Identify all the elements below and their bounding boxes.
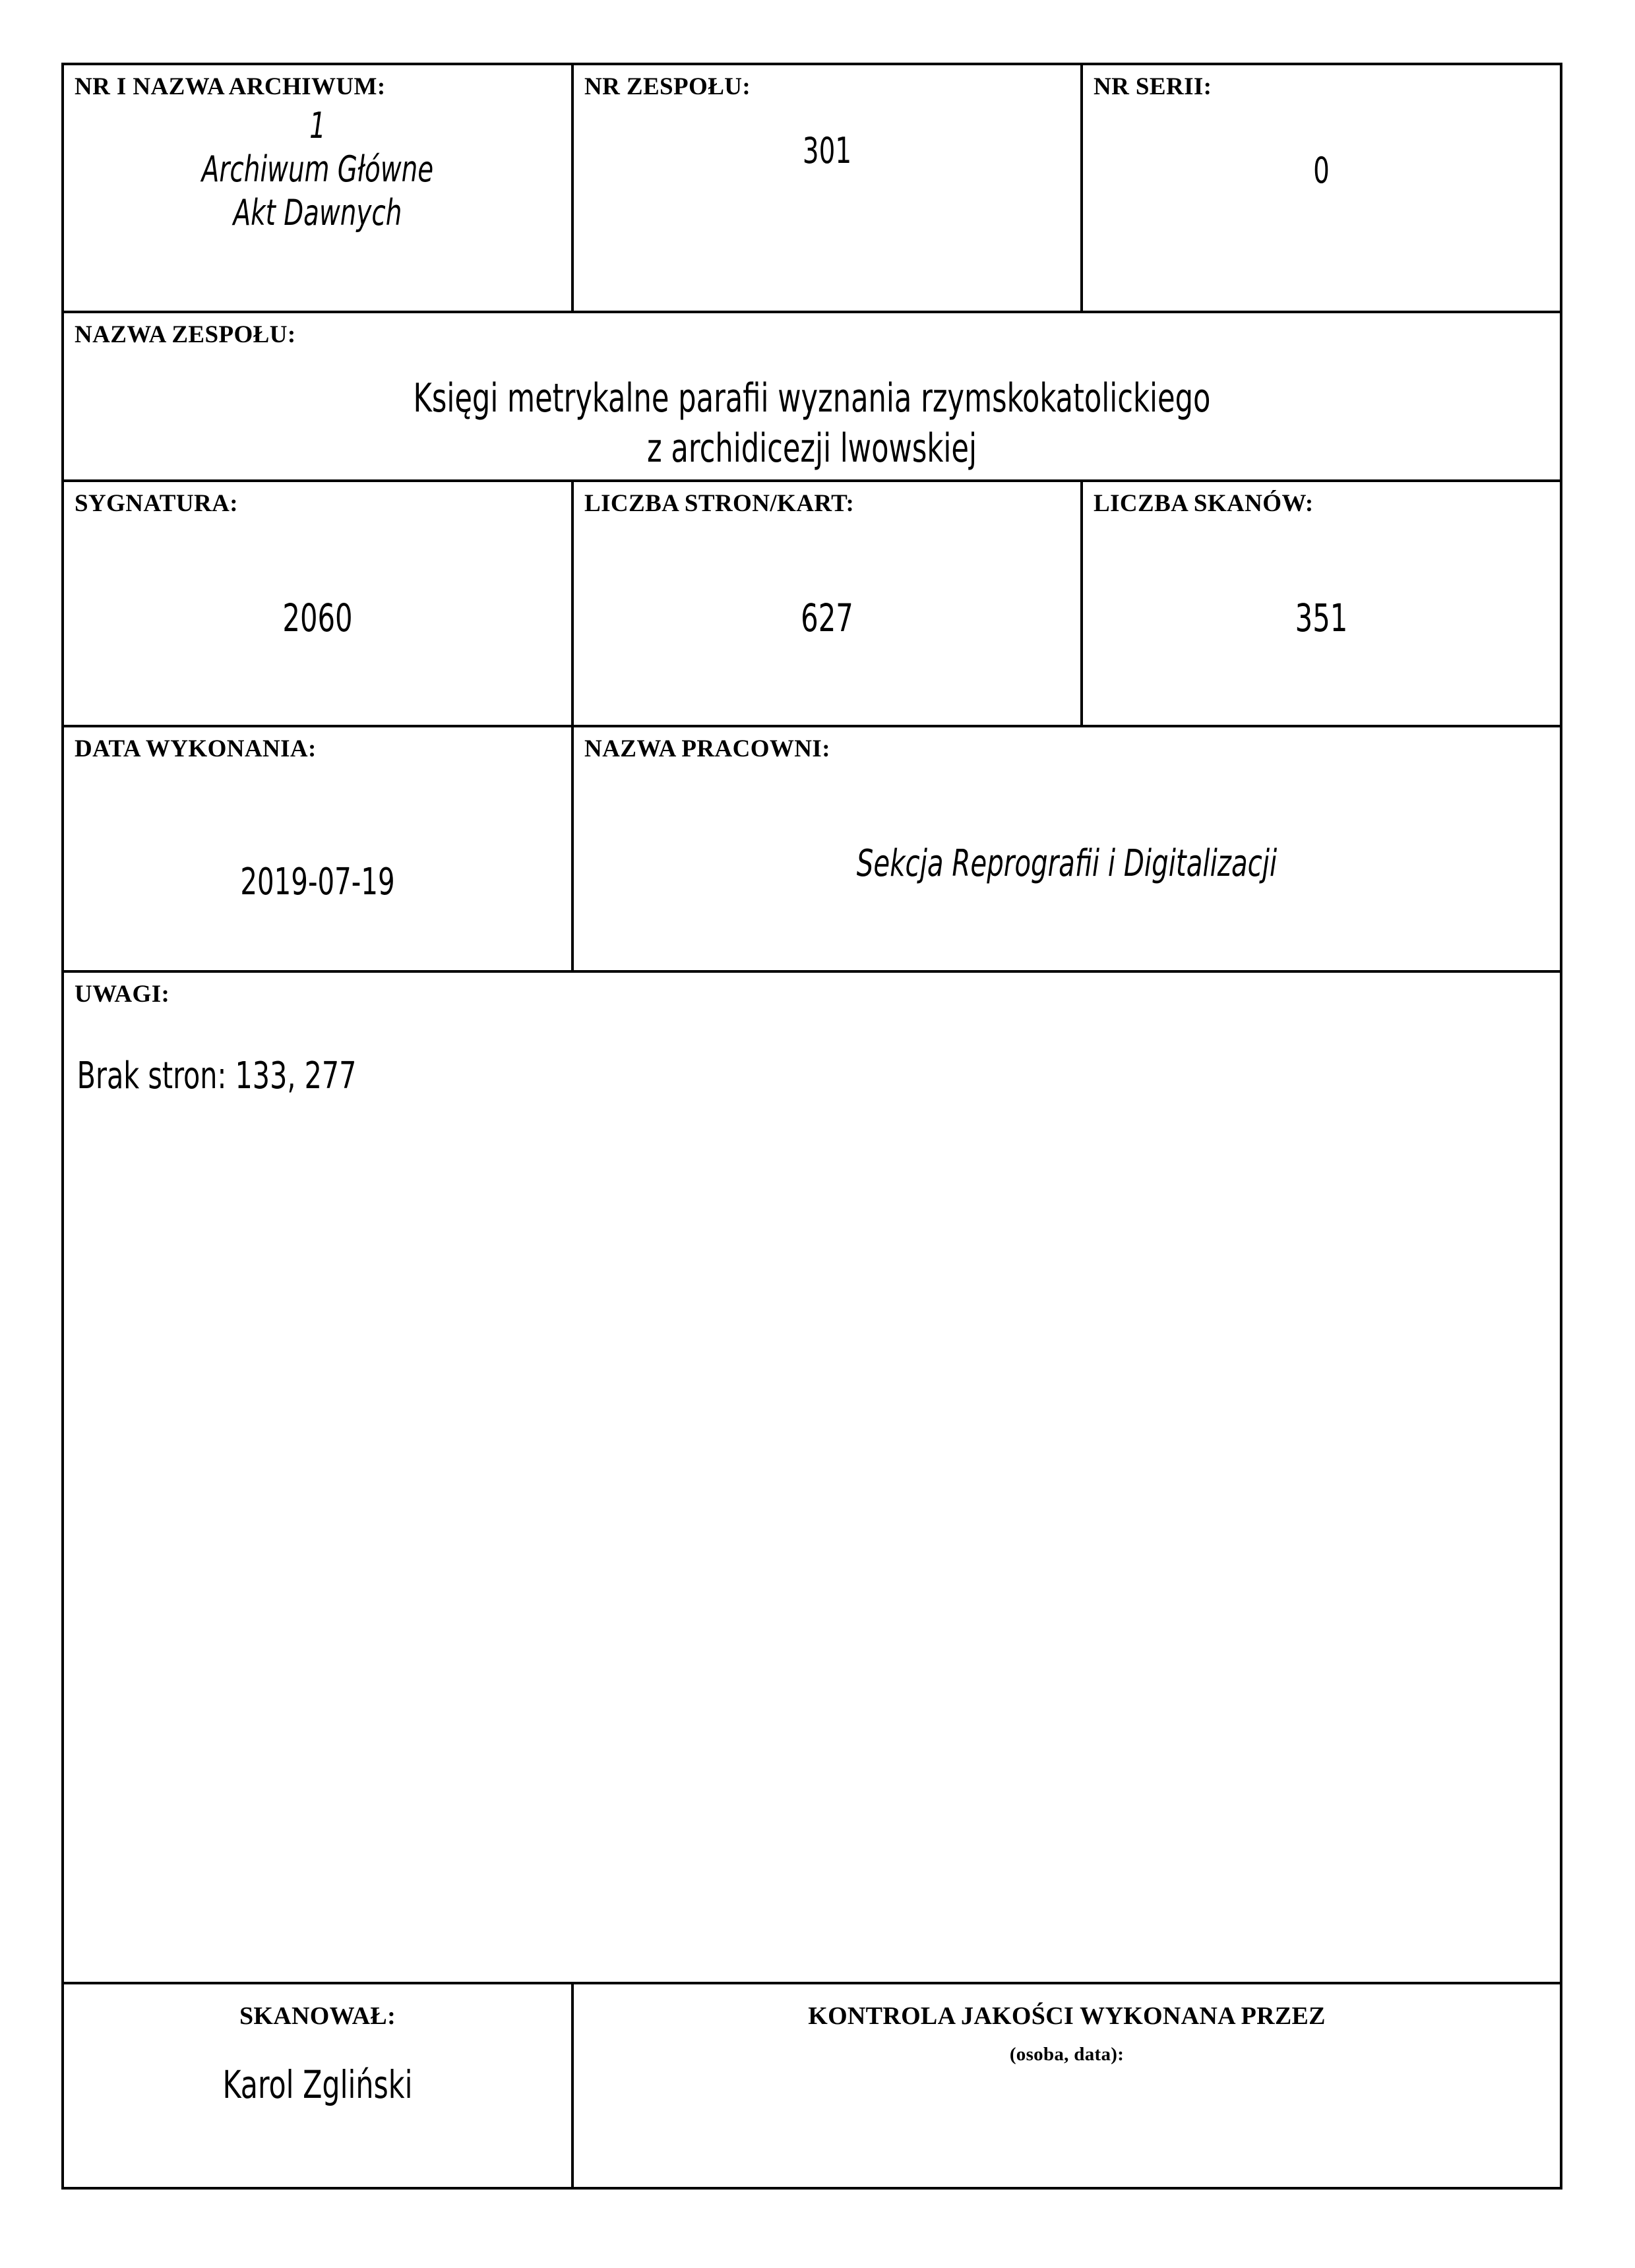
signature-value: 2060 [282,595,353,640]
cell-pages-count [572,481,1082,727]
scanned-by-value: Karol Zgliński [222,2062,413,2108]
cell-quality-control [572,1983,1561,2188]
scans-count-label: LICZBA SKANÓW: [1094,489,1314,517]
execution-date-value: 2019-07-19 [240,861,395,904]
remarks-value: Brak stron: 133, 277 [77,1054,357,1097]
cell-remarks [63,971,1561,1984]
cell-signature [63,481,572,727]
fonds-name-line-2: z archidicezji lwowskiej [647,425,977,472]
scanned-by-label: SKANOWAŁ: [239,2002,396,2031]
remarks-label: UWAGI: [75,980,170,1008]
signature-label: SYGNATURA: [75,489,238,517]
cell-execution-date [63,726,572,971]
table-row-counts [63,481,1561,727]
cell-series-number [1082,64,1561,312]
cell-archive [63,64,572,312]
pages-count-label: LICZBA STRON/KART: [584,489,855,517]
pages-count-value: 627 [801,595,853,640]
fonds-number-value: 301 [802,130,852,171]
quality-control-label: KONTROLA JAKOŚCI WYKONANA PRZEZ [808,2002,1326,2031]
scans-count-value: 351 [1295,595,1348,640]
workshop-label: NAZWA PRACOWNI: [584,735,830,763]
series-number-label: NR SERII: [1094,73,1212,100]
archive-name-line-2: Akt Dawnych [233,191,402,233]
fonds-name-line-1: Księgi metrykalne parafii wyznania rzymskokatolickiego [413,375,1211,421]
cell-fonds-number [572,64,1082,312]
table-row-footer [63,1983,1561,2188]
fonds-number-label: NR ZESPOŁU: [584,73,751,100]
cell-fonds-name [63,312,1561,481]
digitization-target-sheet [61,63,1560,2190]
quality-control-sublabel: (osoba, data): [1009,2044,1125,2066]
archive-value [115,104,520,235]
workshop-value: Sekcja Reprografii i Digitalizacji [856,842,1278,886]
cell-scans-count [1082,481,1561,727]
execution-date-label: DATA WYKONANIA: [75,735,317,763]
form-table [61,63,1562,2190]
fonds-name-label: NAZWA ZESPOŁU: [75,321,296,348]
series-number-value: 0 [1313,150,1330,191]
fonds-name-value [214,373,1410,475]
table-row-identifiers [63,64,1561,312]
archive-number: 1 [309,105,326,146]
cell-workshop [572,726,1561,971]
quality-control-value [663,2066,1471,2097]
archive-name-line-1: Archiwum Główne [201,148,434,190]
table-row-fonds-name [63,312,1561,481]
cell-scanned-by [63,1983,572,2188]
table-row-execution [63,726,1561,971]
table-row-remarks [63,971,1561,1984]
archive-label: NR I NAZWA ARCHIWUM: [75,73,386,100]
